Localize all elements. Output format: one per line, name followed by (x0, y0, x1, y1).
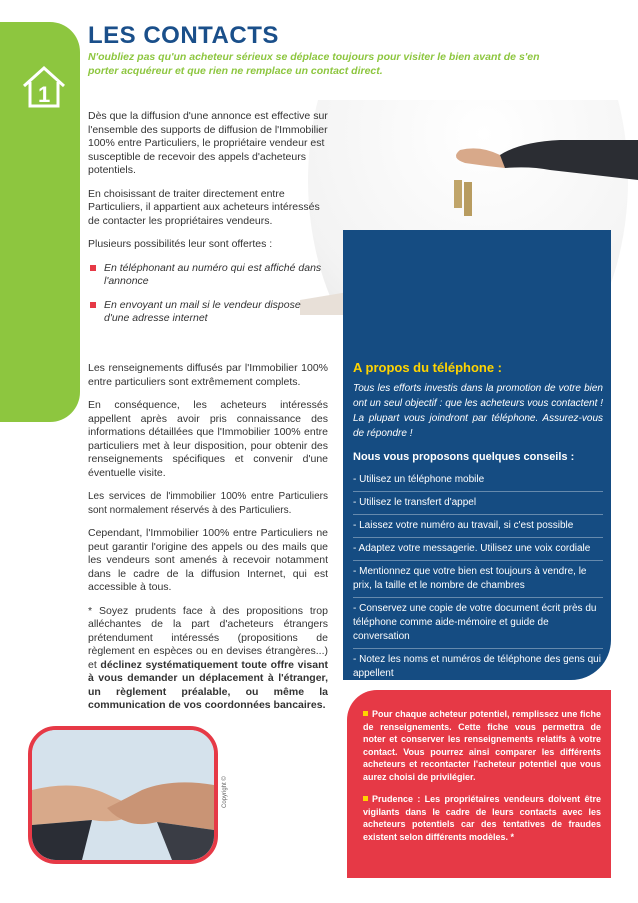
intro-paragraph-1: Dès que la diffusion d'une annonce est effective sur l'ensemble des supports de diffusion de l'Immobilier 100% entre Particuliers, le propriétaire vendeur est susceptible de recevoir des appels d'acheteurs potentiels. (88, 110, 328, 176)
phone-panel-title: A propos du téléphone : (353, 360, 503, 375)
list-item: - Mentionnez que votre bien est toujours à vendre, le prix, la taille et le nombre de chambres (353, 560, 603, 597)
list-item: - Utilisez le transfert d'appel (353, 491, 603, 514)
intro-paragraph-2: En choisissant de traiter directement entre Particuliers, il appartient aux acheteurs intéressés de contacter les propriétaires vendeurs. (88, 187, 320, 227)
list-item: - Notez les noms et numéros de téléphone des gens qui appellent (353, 648, 603, 685)
page-subtitle: N'oubliez pas qu'un acheteur sérieux se déplace toujours pour visiter le bien avant de s'en porter acquéreur et que rien ne remplace un contact direct. (88, 51, 540, 77)
page-title: LES CONTACTS (88, 22, 279, 49)
list-item: En envoyant un mail si le vendeur dispose d'une adresse internet (88, 299, 328, 326)
section-number: 1 (38, 82, 51, 107)
bullet-square-icon (363, 711, 368, 716)
advice-paragraph-1: Pour chaque acheteur potentiel, remplissez une fiche de renseignements. Cette fiche vous permettra de noter et conserver les renseignements relatifs à votre contact. Vous pourrez ainsi comparer les différents acheteurs et recontacter l'acheteur potentiel que vous aurez choisi de privilégier. (363, 709, 601, 782)
handshake-illustration (32, 730, 214, 860)
list-item: - Adaptez votre messagerie. Utilisez une voix cordiale (353, 537, 603, 560)
paragraph-guarantee: Cependant, l'Immobilier 100% entre Particuliers ne peut garantir l'origine des appels ou des mails que les vendeurs sont amenés à recevoir notamment dans le cadre de la diffusion Internet, qui est accessible à tous. (88, 527, 328, 593)
advice-paragraph-2: Prudence : Les propriétaires vendeurs doivent être vigilants dans le cadre de leurs contacts avec les acheteurs potentiels car des tentatives de fraudes existent selon différents modèles. * (363, 794, 601, 842)
list-item: - Conservez une copie de votre document écrit près du téléphone comme aide-mémoire et guide de conversation (353, 597, 603, 648)
advice-title: Nous vous proposons quelques conseils : (353, 451, 575, 463)
bullet-square-icon (90, 302, 96, 308)
list-item: - Laissez votre numéro au travail, si c'est possible (353, 514, 603, 537)
intro-paragraph-3: Plusieurs possibilités leur sont offertes : (88, 238, 273, 250)
paragraph-completeness: Les renseignements diffusés par l'Immobilier 100% entre particuliers sont extrêmement complets. (88, 362, 328, 388)
handshake-photo (28, 726, 218, 864)
intro-column (88, 110, 328, 336)
bullet-square-icon (90, 265, 96, 271)
section-tab (0, 22, 80, 422)
advice-box (347, 690, 611, 878)
paragraph-warning: * Soyez prudents face à des propositions trop alléchantes de la part d'acheteurs étrangers prétendument intéressés (propositions de règlement en espèces ou en devises étrangères...) et déclinez systématiquement toute offre visant à vous demander un déplacement à l'étranger, un règlement préalable, ou même la communication de vos coordonnées bancaires. (88, 604, 328, 711)
paragraph-consequence: En conséquence, les acheteurs intéressés appellent après avoir pris connaissance des informations détaillées que l'Immobilier 100% entre particuliers met à leur disposition, pour obtenir des renseignements spécifiques et convenir d'une éventuelle visite. (88, 399, 328, 479)
phone-panel-intro: Tous les efforts investis dans la promotion de votre bien ont un seul objectif : que les acheteurs vous contactent ! La plupart vous joindront par téléphone. Assurez-vous de répondre ! (353, 383, 603, 439)
copyright-notice: Copyright © (222, 776, 228, 808)
main-column (88, 362, 328, 723)
bullet-square-icon (363, 796, 368, 801)
paragraph-services: Les services de l'immobilier 100% entre Particuliers sont normalement réservés à des Particuliers. (88, 491, 328, 516)
list-item: - Utilisez un téléphone mobile (353, 474, 485, 485)
list-item: En téléphonant au numéro qui est affiché dans l'annonce (88, 262, 328, 289)
phone-panel (343, 230, 611, 680)
